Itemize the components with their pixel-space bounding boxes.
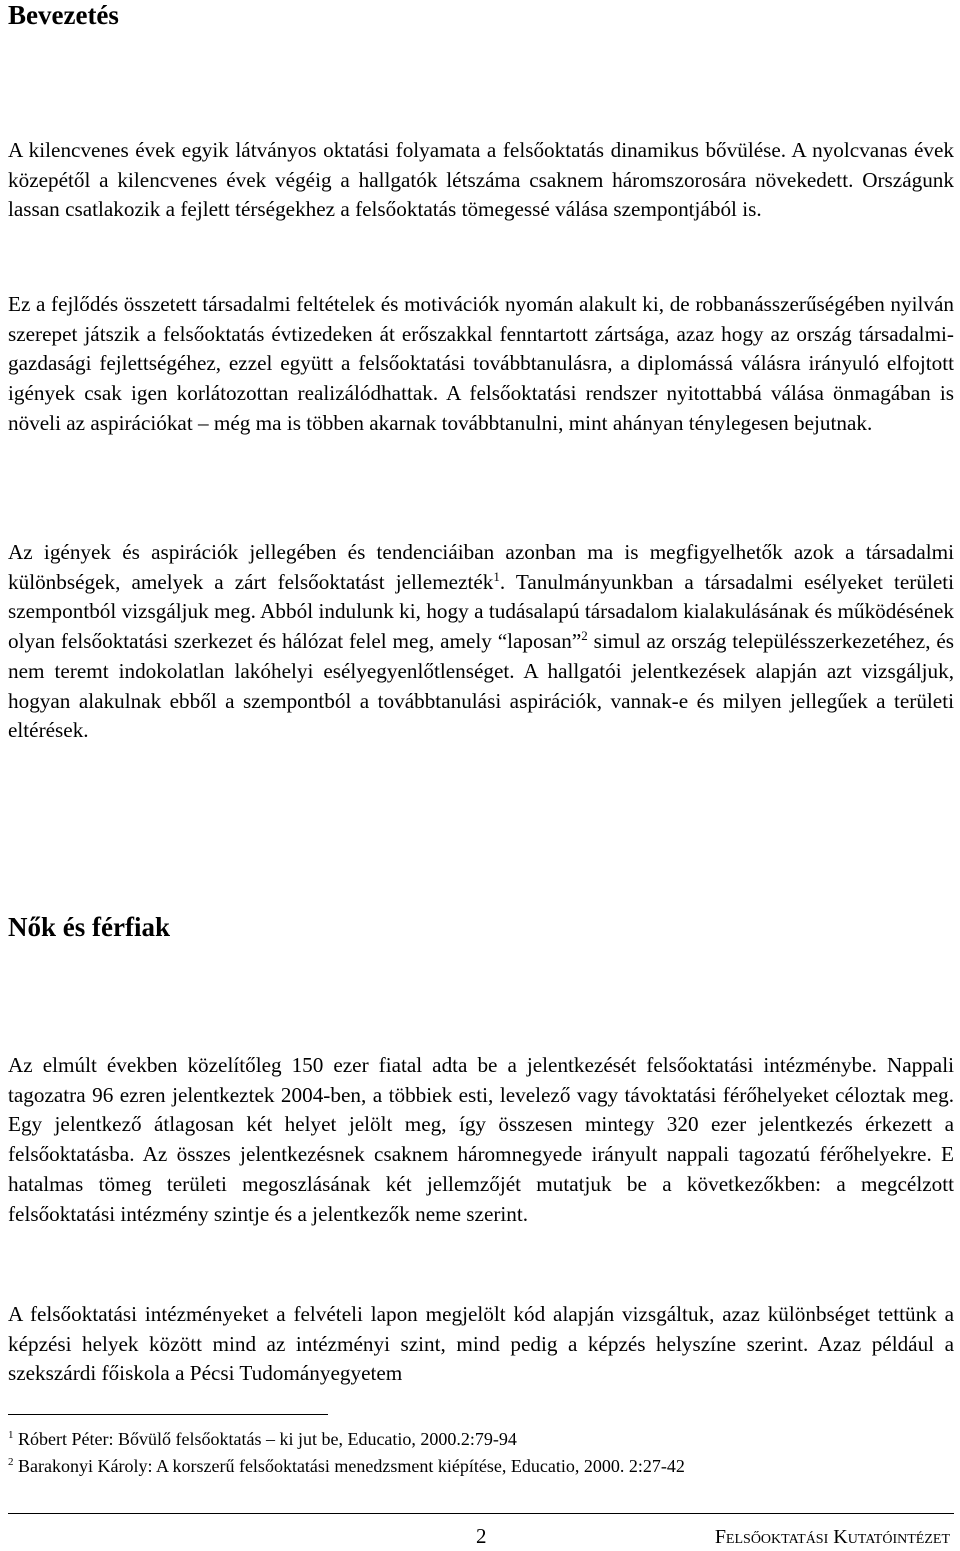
footnote-ref-1: 1 bbox=[493, 568, 500, 584]
paragraph-1: A kilencvenes évek egyik látványos oktatási folyamata a felsőoktatás dinamikus bővülése. A nyolcvanas évek közepétől a kilencvenes évek végéig a hallgatók létszáma csaknem háromszorosára növekedett. Országunk lassan csatlakozik a fejlett térségekhez a felsőoktatás tömegessé válása szempontjából is. bbox=[8, 138, 954, 222]
paragraph-3 bbox=[8, 538, 954, 746]
footer-organization: Felsőoktatási Kutatóintézet bbox=[714, 1526, 950, 1548]
heading-section: Nők és férfiak bbox=[8, 912, 170, 942]
paragraph-3-part-2: . Tanulmányunkban a társadalmi esélyeket területi szempontból vizsgáljuk meg. Abból indulunk ki, hogy a tudásalapú társadalom kialakulásának és működésének olyan felsőoktatási szerkezet és hálózat felel meg, amely “laposan” bbox=[8, 569, 955, 654]
footer-divider bbox=[8, 1513, 954, 1514]
footnote-1 bbox=[8, 1428, 517, 1450]
footnote-2-number: 2 bbox=[8, 1456, 14, 1468]
footnote-divider bbox=[8, 1414, 328, 1415]
footnote-ref-2: 2 bbox=[581, 628, 588, 644]
paragraph-3-part-1: Az igények és aspirációk jellegében és tendenciáiban azonban ma is megfigyelhetők azok a társadalmi különbségek, amelyek a zárt felsőoktatást jellemezték bbox=[8, 540, 954, 594]
paragraph-2: Ez a fejlődés összetett társadalmi feltételek és motivációk nyomán alakult ki, de robbanásszerűségében nyilván szerepet játszik a felsőoktatás évtizedeken át erőszakkal fenntartott zártsága, azaz hogy az ország társadalmi-gazdasági fejlettségéhez, ezzel együtt a felsőoktatási továbbtanulásra, a diplomássá válásra irányuló elfojtott igények csak igen korlátozottan realizálódhattak. A felsőoktatási rendszer nyitottabbá válása önmagában is növeli az aspirációkat – még ma is többen akarnak továbbtanulni, mint ahányan ténylegesen bejutnak. bbox=[8, 292, 954, 435]
paragraph-3-part-3: simul az ország településszerkezetéhez, és nem teremt indokolatlan lakóhelyi esélyegyenlőtlenséget. A hallgatói jelentkezések alapján azt vizsgáljuk, hogyan alakulnak ebből a szempontból a továbbtanulási aspirációk, vannak-e és milyen jellegűek a területi eltérések. bbox=[8, 629, 954, 743]
paragraph-5: A felsőoktatási intézményeket a felvételi lapon megjelölt kód alapján vizsgáltuk, azaz különbséget tettünk a képzési helyek között mind az intézményi szint, mind pedig a képzés helyszíne szerint. Azaz például a szekszárdi főiskola a Pécsi Tudományegyetem bbox=[8, 1302, 954, 1386]
footnote-1-number: 1 bbox=[8, 1429, 14, 1441]
footnote-1-text: Róbert Péter: Bővülő felsőoktatás – ki jut be, Educatio, 2000.2:79-94 bbox=[13, 1429, 517, 1449]
footnote-2 bbox=[8, 1455, 685, 1477]
paragraph-4: Az elmúlt években közelítőleg 150 ezer fiatal adta be a jelentkezését felsőoktatási intézménybe. Nappali tagozatra 96 ezren jelentkeztek 2004-ben, a többiek esti, levelező vagy távoktatási férőhelyeket céloztak meg. Egy jelentkező átlagosan két helyet jelölt meg, így összesen mintegy 320 ezer jelentkezés érkezett a felsőoktatásba. Az összes jelentkezésnek csaknem háromnegyede irányult nappali tagozatú férőhelyekre. E hatalmas tömeg területi megoszlásának két jellemzőjét mutatjuk be a következőkben: a megcélzott felsőoktatási intézmény szintje és a jelentkezők neme szerint. bbox=[8, 1053, 954, 1226]
heading-intro: Bevezetés bbox=[8, 0, 119, 30]
page-number: 2 bbox=[476, 1524, 487, 1548]
footnote-2-text: Barakonyi Károly: A korszerű felsőoktatási menedzsment kiépítése, Educatio, 2000. 2:27-42 bbox=[13, 1456, 685, 1476]
